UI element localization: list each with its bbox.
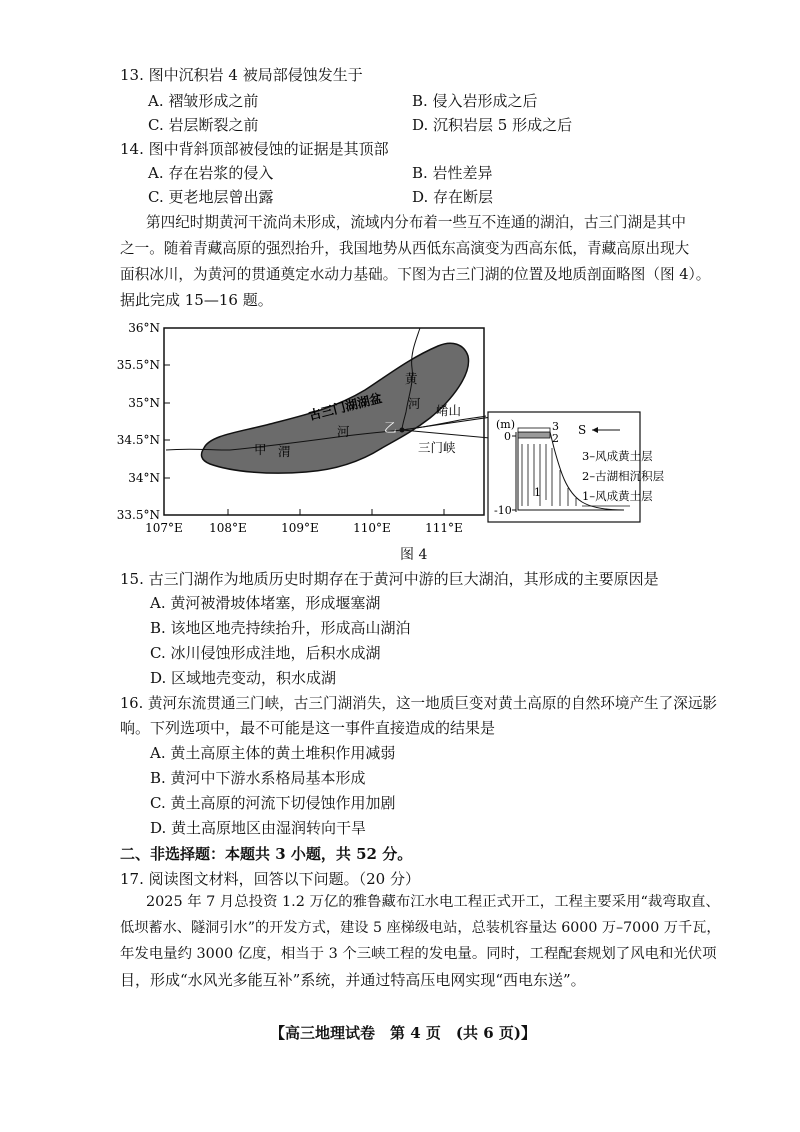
lon-label-109: 109°E (281, 521, 319, 535)
q17-line-4: 目，形成“水风光多能互补”系统，并通过特高压电网实现“西电东送”。 (120, 971, 586, 989)
q13-option-b: B. 侵入岩形成之后 (412, 92, 538, 110)
q14-option-b: B. 岩性差异 (412, 164, 493, 182)
q17-line-1: 2025 年 7 月总投资 1.2 万亿的雅鲁藏布江水电工程正式开工，工程主要采用“裁弯取直、 (146, 894, 720, 910)
point-yi (400, 428, 405, 433)
q13-option-c: C. 岩层断裂之前 (148, 116, 259, 134)
legend-3: 3–风成黄土层 (582, 449, 653, 463)
lat-label-35: 35°N (128, 396, 160, 410)
figure-4-map (116, 320, 665, 550)
q16-option-d: D. 黄土高原地区由湿润转向干旱 (150, 819, 367, 837)
section-unit: (m) (496, 418, 516, 431)
q14-option-c: C. 更老地层曾出露 (148, 188, 274, 206)
label-huang: 黄 (405, 371, 418, 386)
lat-label-34: 34°N (128, 471, 160, 485)
layer-num-2: 2 (552, 432, 559, 445)
q17-line-3: 年发电量约 3000 亿度，相当于 3 个三峡工程的发电量。同时，工程配套规划了风电和光伏项 (120, 946, 717, 962)
q16-option-a: A. 黄土高原主体的黄土堆积作用减弱 (150, 744, 396, 762)
label-xiaoshan: 崤山 (436, 403, 462, 418)
q16-option-b: B. 黄河中下游水系格局基本形成 (150, 769, 366, 787)
lat-label-35-5: 35.5°N (116, 358, 160, 372)
passage-line-3: 面积冰川，为黄河的贯通奠定水动力基础。下图为古三门湖的位置及地质剖面略图（图 4）。 (120, 266, 711, 283)
layer-num-3: 3 (552, 420, 559, 433)
lon-ticks (164, 509, 444, 515)
q16-stem-line-1: 16. 黄河东流贯通三门峡，古三门湖消失，这一地质巨变对黄土高原的自然环境产生了深远影 (120, 695, 718, 712)
passage-line-4: 据此完成 15—16 题。 (120, 291, 273, 309)
q17-line-2: 低坝蓄水、隧洞引水”的开发方式，建设 5 座梯级电站，总装机容量达 6000 万–7000 万千瓦， (120, 920, 721, 936)
q17-stem: 17. 阅读图文材料，回答以下问题。（20 分） (120, 870, 420, 888)
section-minus10: -10 (494, 504, 512, 517)
section-zero: 0 (504, 430, 511, 443)
section-2-heading: 二、非选择题：本题共 3 小题，共 52 分。 (120, 845, 413, 863)
lon-label-110: 110°E (353, 521, 391, 535)
q15-option-d: D. 区域地壳变动，积水成湖 (150, 669, 337, 687)
legend-2: 2–古湖相沉积层 (582, 469, 665, 483)
q13-option-d: D. 沉积岩层 5 形成之后 (412, 116, 573, 134)
label-yi: 乙 (384, 420, 397, 435)
passage-line-2: 之一。随着青藏高原的强烈抬升，我国地势从西低东高演变为西高东低，青藏高原出现大 (120, 240, 690, 257)
layer-3-loess (518, 428, 550, 432)
lat-label-33-5: 33.5°N (116, 508, 160, 522)
q15-option-a: A. 黄河被滑坡体堵塞，形成堰塞湖 (150, 594, 381, 612)
q15-option-c: C. 冰川侵蚀形成洼地，后积水成湖 (150, 644, 381, 662)
direction-label: S (578, 423, 587, 437)
legend-1: 1–风成黄土层 (582, 489, 653, 503)
q13-option-a: A. 褶皱形成之前 (148, 92, 259, 110)
q16-option-c: C. 黄土高原的河流下切侵蚀作用加剧 (150, 794, 396, 812)
page-footer: 【高三地理试卷 第 4 页 (共 6 页)】 (270, 1024, 536, 1042)
lake-label: 古三门湖湖盆 (307, 390, 384, 423)
lon-label-107: 107°E (145, 521, 183, 535)
layer-2-lake-sediment (518, 432, 550, 438)
passage-line-1: 第四纪时期黄河干流尚未形成，流域内分布着一些互不连通的湖泊，古三门湖是其中 (146, 214, 686, 231)
label-jia: 甲 (254, 442, 267, 457)
label-sanmenxia: 三门峡 (418, 440, 456, 455)
label-wei: 渭 (278, 444, 291, 459)
q14-stem: 14. 图中背斜顶部被侵蚀的证据是其顶部 (120, 140, 389, 158)
lat-label-36: 36°N (128, 321, 160, 335)
q15-option-b: B. 该地区地壳持续抬升，形成高山湖泊 (150, 619, 411, 637)
figure-caption: 图 4 (400, 547, 428, 563)
q13-stem: 13. 图中沉积岩 4 被局部侵蚀发生于 (120, 66, 363, 84)
q16-stem-line-2: 响。下列选项中，最不可能是这一事件直接造成的结果是 (120, 719, 496, 737)
lat-label-34-5: 34.5°N (116, 433, 160, 447)
lon-label-108: 108°E (209, 521, 247, 535)
lat-ticks (164, 328, 170, 515)
lon-label-111: 111°E (425, 521, 463, 535)
q14-option-d: D. 存在断层 (412, 188, 494, 206)
layer-num-1: 1 (534, 486, 541, 499)
q14-option-a: A. 存在岩浆的侵入 (148, 164, 274, 182)
label-he-2: 河 (337, 424, 350, 439)
q15-stem: 15. 古三门湖作为地质历史时期存在于黄河中游的巨大湖泊，其形成的主要原因是 (120, 570, 659, 588)
label-he: 河 (408, 396, 421, 411)
